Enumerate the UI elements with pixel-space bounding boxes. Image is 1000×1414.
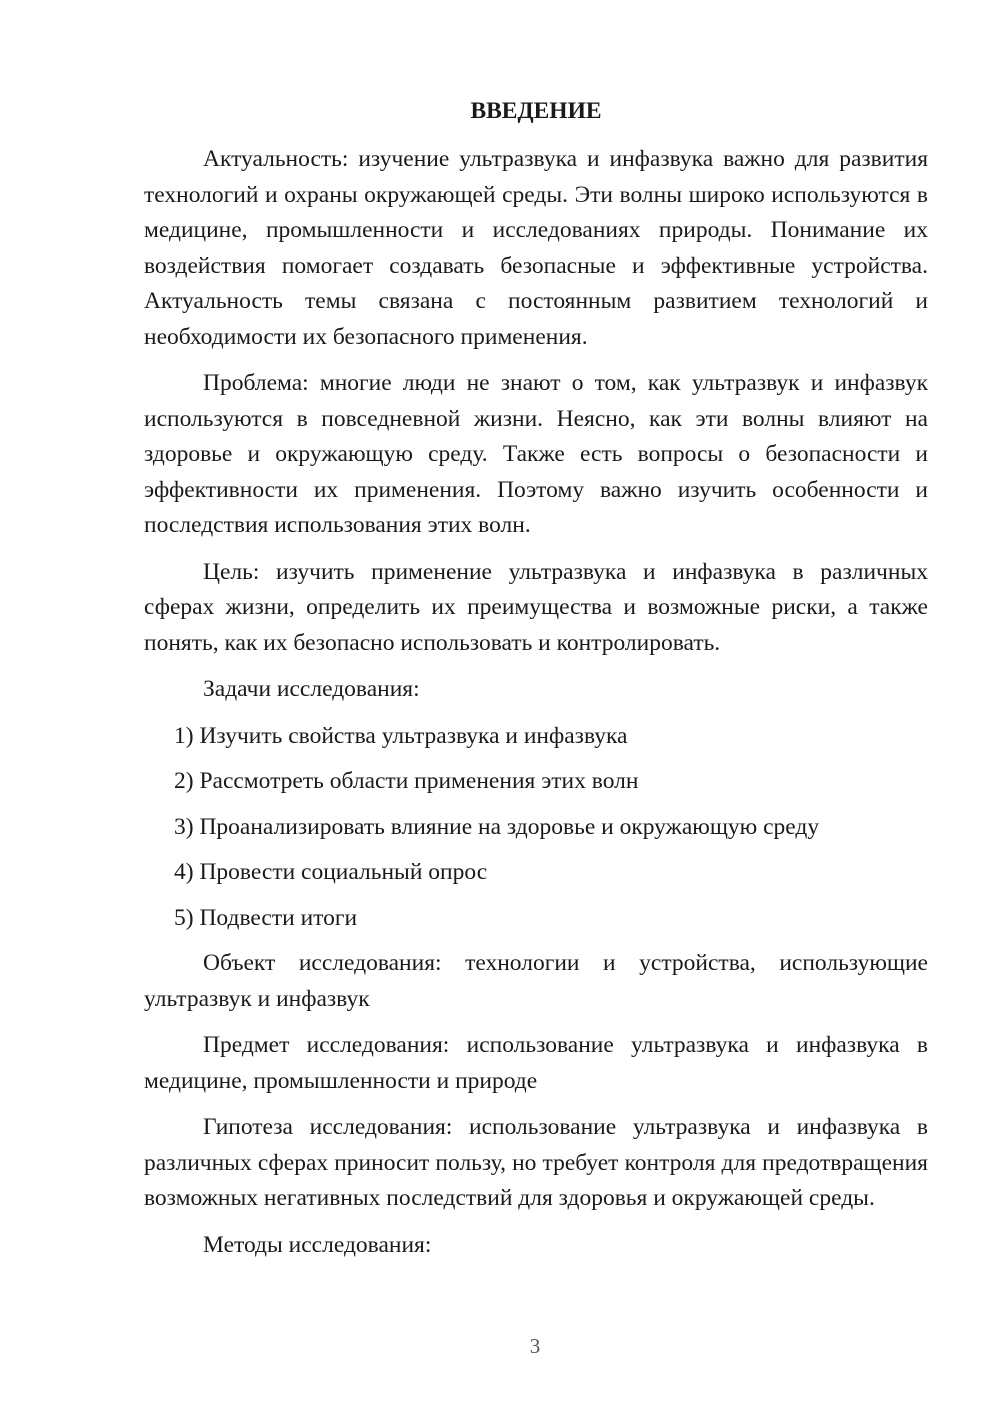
section-title: ВВЕДЕНИЕ (470, 98, 602, 124)
task-item-2: 2) Рассмотреть области применения этих волн (174, 768, 639, 794)
page-number: 3 (529, 1334, 541, 1358)
page-content (144, 94, 928, 1274)
subject-paragraph: Предмет исследования: использование ультразвука и инфазвука в медицине, промышленности и природе (144, 1032, 928, 1094)
goal-paragraph: Цель: изучить применение ультразвука и инфазвука в различных сферах жизни, определить их преимущества и возможные риски, а также понять, как их безопасно использовать и контролировать. (144, 558, 928, 656)
problem-paragraph: Проблема: многие люди не знают о том, как ультразвук и инфазвук используются в повседневной жизни. Неясно, как эти волны влияют на здоровье и окружающую среду. Также есть вопросы о безопасности и эффективности их применения. Поэтому важно изучить особенности и последствия использования этих волн. (144, 370, 928, 538)
tasks-list (144, 719, 928, 937)
task-item-4: 4) Провести социальный опрос (174, 859, 488, 885)
methods-heading: Методы исследования: (203, 1231, 432, 1258)
relevance-paragraph: Актуальность: изучение ультразвука и инфазвука важно для развития технологий и охраны окружающей среды. Эти волны широко используются в медицине, промышленности и исследованиях природы. Понимание их воздействия помогает создавать безопасные и эффективные устройства. Актуальность темы связана с постоянным развитием технологий и необходимости их безопасного применения. (144, 146, 928, 350)
tasks-heading: Задачи исследования: (203, 676, 420, 702)
task-item-3: 3) Проанализировать влияние на здоровье и окружающую среду (174, 813, 820, 840)
object-paragraph: Объект исследования: технологии и устройства, использующие ультразвук и инфазвук (144, 950, 928, 1012)
task-item-1: 1) Изучить свойства ультразвука и инфазвука (174, 722, 628, 749)
hypothesis-paragraph: Гипотеза исследования: использование ультразвука и инфазвука в различных сферах приносит пользу, но требует контроля для предотвращения возможных негативных последствий для здоровья и окружающей среды. (144, 1114, 928, 1211)
task-item-5: 5) Подвести итоги (174, 904, 358, 931)
